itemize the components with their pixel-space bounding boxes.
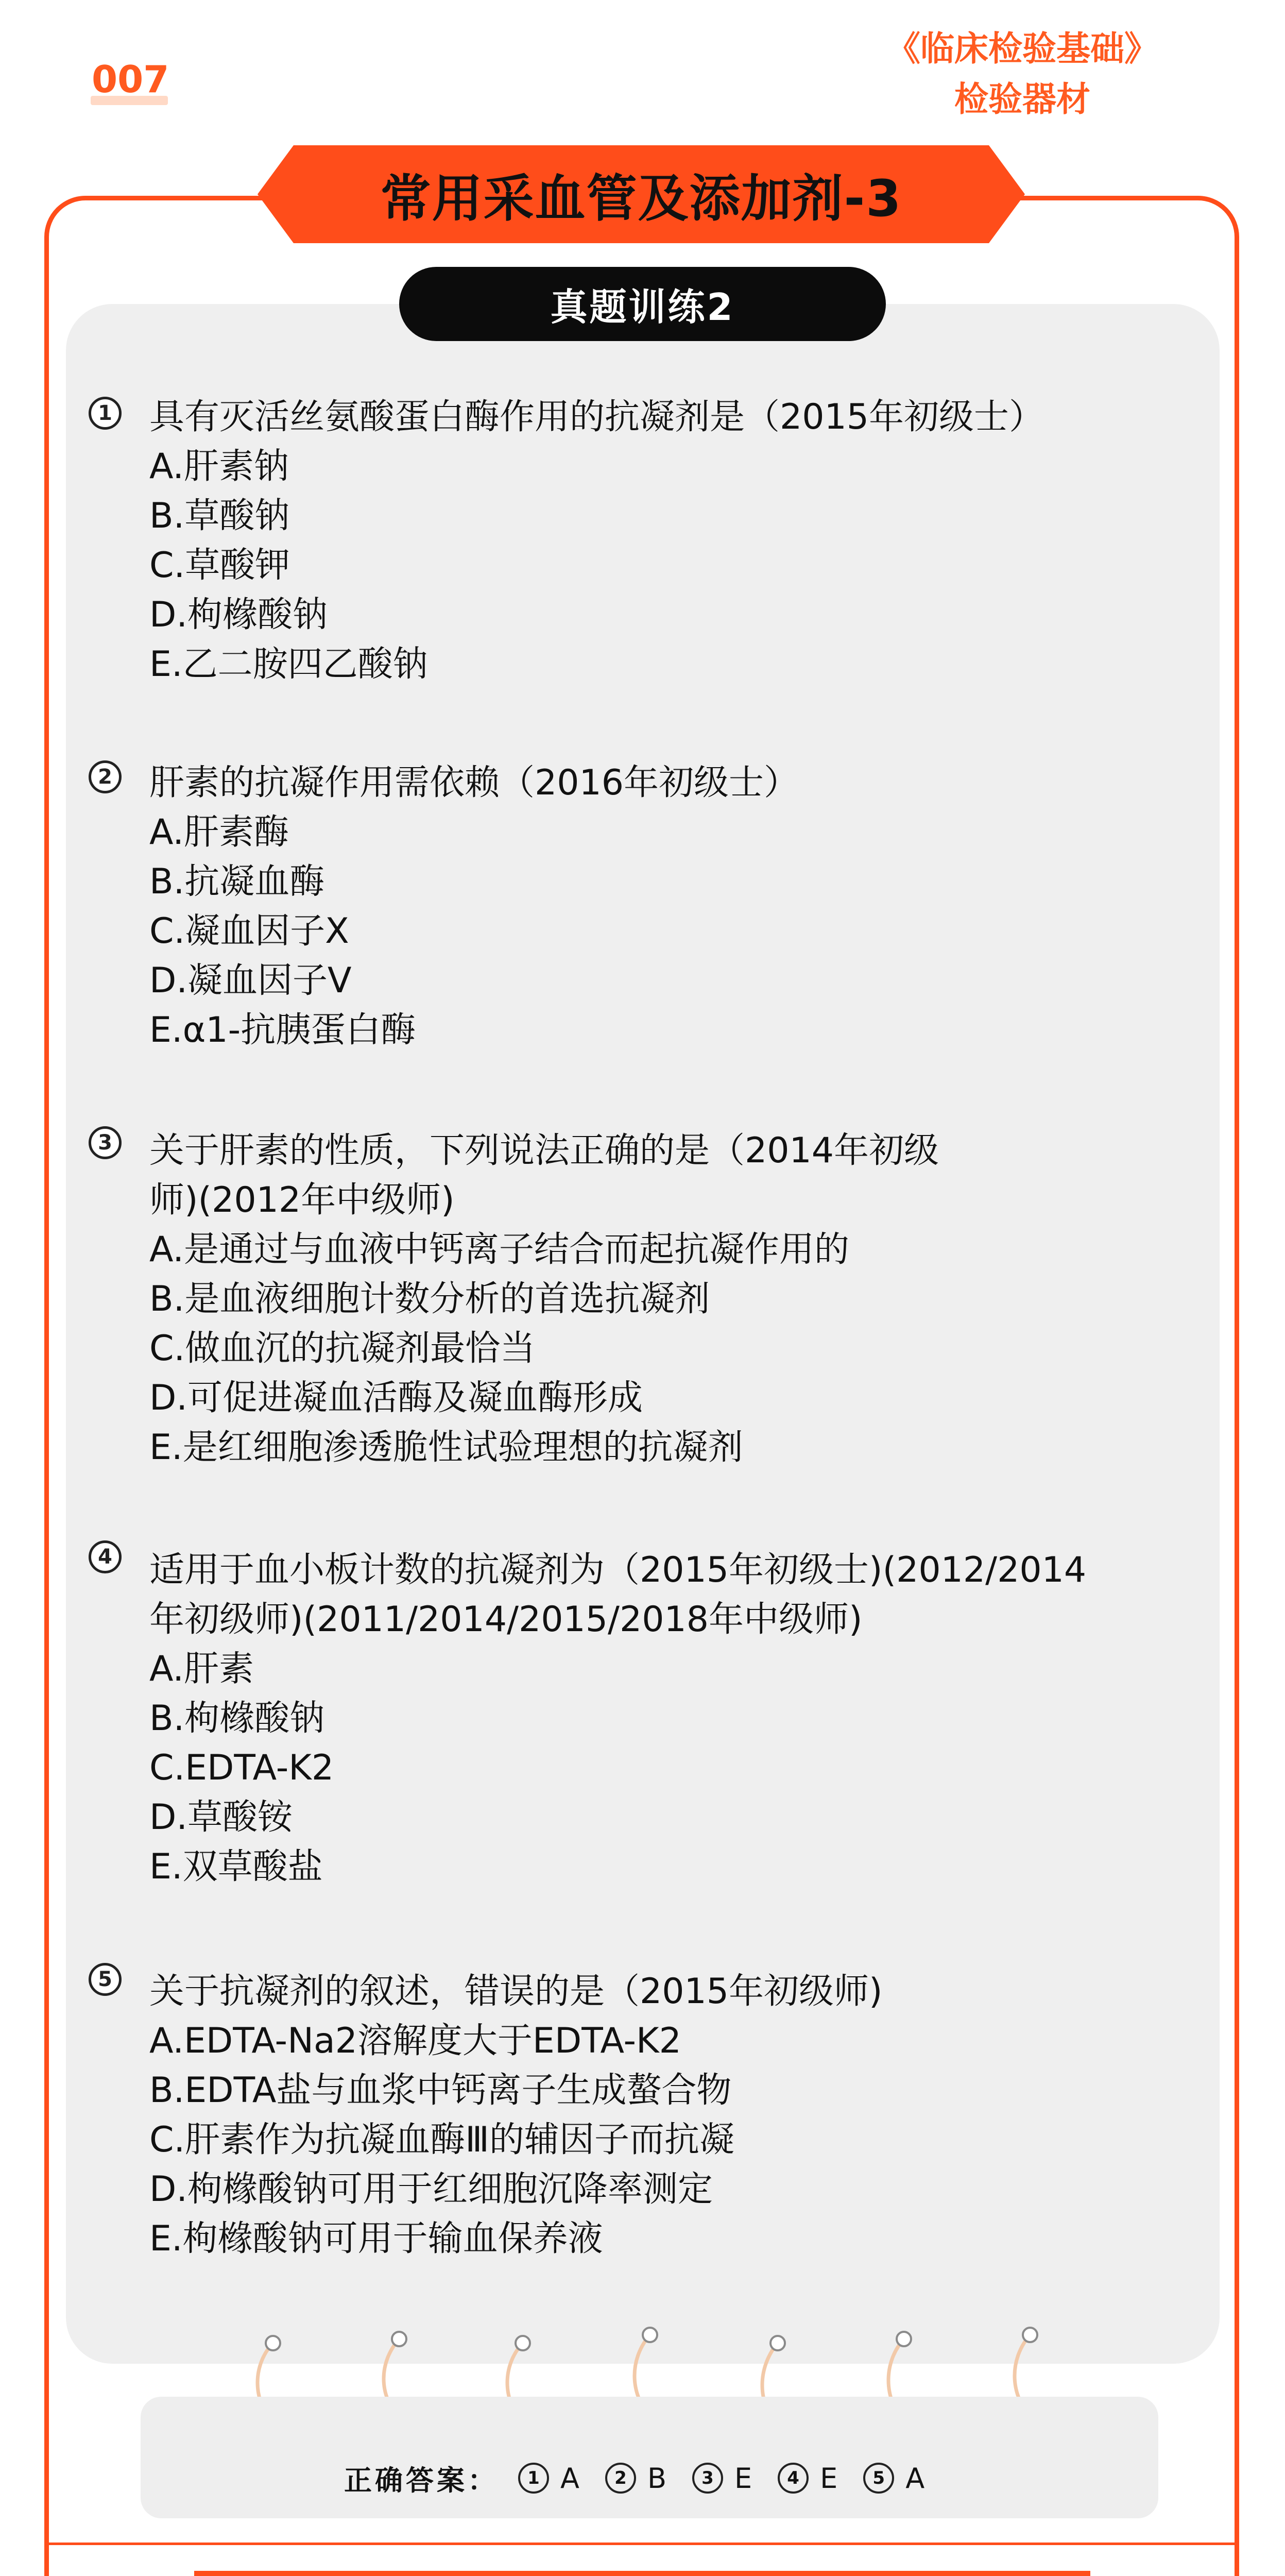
answer-letter: B <box>647 2462 666 2495</box>
option-a[interactable]: A.肝素 <box>149 1649 254 1689</box>
question-stem: 适用于血小板计数的抗凝剂为（2015年初级士)(2012/2014 <box>149 1550 1087 1590</box>
book-section: 检验器材 <box>954 79 1090 119</box>
question-stem: 肝素的抗凝作用需依赖（2016年初级士） <box>149 762 799 803</box>
option-b[interactable]: B.抗凝血酶 <box>149 861 325 902</box>
answer-row <box>344 2452 939 2504</box>
page-number: 007 <box>92 58 169 101</box>
option-e[interactable]: E.枸橼酸钠可用于输血保养液 <box>149 2218 603 2259</box>
option-d[interactable]: D.枸橼酸钠可用于红细胞沉降率测定 <box>149 2169 713 2210</box>
question-number-badge: 5 <box>89 1963 122 1996</box>
answer-letter: A <box>905 2462 925 2495</box>
option-e[interactable]: E.乙二胺四乙酸钠 <box>149 644 428 685</box>
option-d[interactable]: D.草酸铵 <box>149 1797 293 1838</box>
option-c[interactable]: C.做血沉的抗凝剂最恰当 <box>149 1328 536 1369</box>
section-label: 真题训练2 <box>399 267 886 341</box>
answer-number: 4 <box>778 2463 809 2494</box>
answer-letter: E <box>820 2462 838 2495</box>
option-a[interactable]: A.EDTA-Na2溶解度大于EDTA-K2 <box>149 2021 681 2061</box>
option-b[interactable]: B.是血液细胞计数分析的首选抗凝剂 <box>149 1279 710 1319</box>
option-a[interactable]: A.肝素钠 <box>149 446 289 487</box>
option-c[interactable]: C.肝素作为抗凝血酶Ⅲ的辅因子而抗凝 <box>149 2120 734 2160</box>
question-number-badge: 3 <box>89 1126 122 1159</box>
question-stem: 具有灭活丝氨酸蛋白酶作用的抗凝剂是（2015年初级士） <box>149 397 1044 437</box>
answer-label: 正确答案： <box>344 2464 499 2497</box>
answer-number: 2 <box>605 2463 636 2494</box>
option-d[interactable]: D.可促进凝血活酶及凝血酶形成 <box>149 1378 643 1418</box>
option-e[interactable]: E.是红细胞渗透脆性试验理想的抗凝剂 <box>149 1427 743 1468</box>
question-number-badge: 1 <box>89 397 122 430</box>
answer-letter: A <box>560 2462 579 2495</box>
answer-letter: E <box>734 2462 752 2495</box>
option-c[interactable]: C.EDTA-K2 <box>149 1748 334 1788</box>
question-stem-cont: 年初级师)(2011/2014/2015/2018年中级师) <box>149 1599 863 1640</box>
question-number-badge: 4 <box>89 1540 122 1573</box>
option-e[interactable]: E.α1-抗胰蛋白酶 <box>149 1010 416 1050</box>
option-b[interactable]: B.EDTA盐与血浆中钙离子生成螯合物 <box>149 2070 732 2111</box>
book-title: 《临床检验基础》 <box>886 29 1158 69</box>
option-c[interactable]: C.草酸钾 <box>149 545 290 586</box>
option-d[interactable]: D.凝血因子V <box>149 960 352 1001</box>
option-c[interactable]: C.凝血因子Ⅹ <box>149 911 349 952</box>
question-stem: 关于肝素的性质，下列说法正确的是（2014年初级 <box>149 1130 939 1171</box>
question-stem-cont: 师)(2012年中级师) <box>149 1180 455 1221</box>
banner-title: 常用采血管及添加剂-3 <box>380 169 902 228</box>
option-b[interactable]: B.草酸钠 <box>149 496 290 536</box>
question-stem: 关于抗凝剂的叙述，错误的是（2015年初级师) <box>149 1971 883 2012</box>
option-d[interactable]: D.枸橼酸钠 <box>149 595 328 635</box>
question-number-badge: 2 <box>89 760 122 793</box>
option-e[interactable]: E.双草酸盐 <box>149 1846 323 1887</box>
option-a[interactable]: A.是通过与血液中钙离子结合而起抗凝作用的 <box>149 1229 849 1270</box>
option-a[interactable]: A.肝素酶 <box>149 812 289 853</box>
answer-number: 1 <box>518 2463 549 2494</box>
footer-divider <box>46 2543 1237 2545</box>
option-b[interactable]: B.枸橼酸钠 <box>149 1698 325 1739</box>
answer-number: 3 <box>692 2463 723 2494</box>
motto-banner <box>194 2571 1090 2576</box>
answer-number: 5 <box>863 2463 894 2494</box>
